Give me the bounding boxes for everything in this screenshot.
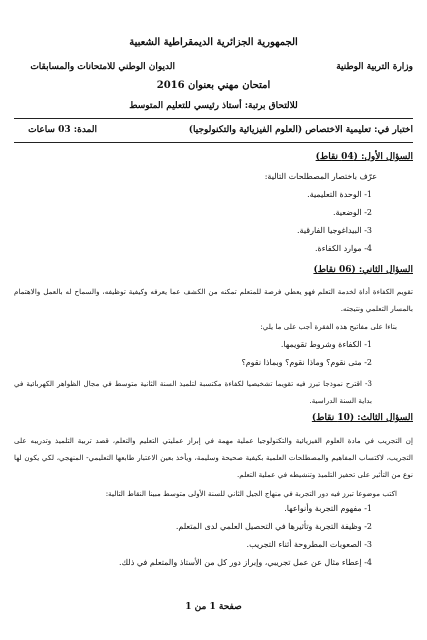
target-rank: للالتحاق برتبة: أستاذ رئيسي للتعليم المتوسط [129, 101, 298, 111]
q3-paragraph: إن التجريب في مادة العلوم الفيزيائية والتكنولوجيا عملية مهمة في إبراز عمليتي التعليم والتعلم، قصد تربية التلميذ وتدريبه على التجريب، لاكتساب المفاهيم والمصطلحات العلمية بكيفية صحيحة وسليمة، ويأخذ بعين الاعتبار طابعها التعليمي- المنهجي، لكي يكون لها نوع من التأثير على تحفيز التلميذ وتنشيطه في عملية التعلم. [14, 436, 413, 479]
q1-item: 1- الوحدة التعليمية. [307, 190, 372, 199]
q3-item: 3- الصعوبات المطروحة أثناء التجريب. [246, 540, 372, 549]
q1-item: 3- البيداغوجيا الفارقية. [297, 226, 372, 235]
q3-intro: اكتب موضوعا تبرز فيه دور التجربة في منهاج الجيل الثاني للسنة الأولى متوسط مبينا النقاط التالية: [105, 489, 397, 498]
exam-duration: المدة: 03 ساعات [28, 125, 97, 135]
q3-item: 1- مفهوم التجربة وأنواعها. [284, 504, 372, 513]
q2-item: 1- الكفاءة وشروط تقويمها. [280, 340, 372, 349]
q2-paragraph: تقويم الكفاءة أداة لخدمة التعلم فهو يعطي فرصة للمتعلم تمكنه من الكشف عما يعرفه وكيفية توظيفه، والسماح له بالعمل والاهتمام بالمسار التعلمي ونتيجته. [14, 287, 413, 313]
q2-item: 2- متى نقوم؟ وماذا نقوم؟ وبماذا نقوم؟ [241, 358, 372, 367]
exam-title: امتحان مهني بعنوان 2016 [156, 80, 271, 91]
header-rule-bottom [14, 142, 413, 143]
q1-intro: عرّف باختصار المصطلحات التالية: [264, 172, 377, 181]
ministry-name: وزارة التربية الوطنية [336, 62, 413, 72]
republic-title: الجمهورية الجزائرية الديمقراطية الشعبية [129, 37, 298, 48]
q3-item: 2- وظيفة التجربة وتأثيرها في التحصيل العلمي لدى المتعلم. [175, 522, 372, 531]
header-rule-top [14, 118, 413, 119]
q2-title: السؤال الثاني: (06 نقاط) [313, 265, 413, 275]
q3-title: السؤال الثالث: (10 نقاط) [311, 413, 413, 423]
q1-title: السؤال الأول: (04 نقاط) [315, 152, 413, 162]
q2-item: 3- اقترح نموذجا تبرز فيه تقويما تشخيصيا لكفاءة مكتسبة لتلميذ السنة الثانية متوسط في مجال الظواهر الكهربائية في بداية السنة الدراسية. [14, 379, 372, 405]
exams-office-name: الديوان الوطني للامتحانات والمسابقات [30, 62, 175, 72]
q2-intro: بناءا على مفاتيح هذه الفقرة أجب على ما يلي: [260, 322, 397, 331]
exam-subject: اختبار في: تعليمية الاختصاص (العلوم الفيزيائية والتكنولوجيا) [188, 125, 413, 135]
page-number: صفحة 1 من 1 [185, 602, 242, 612]
q1-item: 2- الوضعية. [332, 208, 372, 217]
q3-item: 4- إعطاء مثال عن عمل تجريبي، وإبراز دور كل من الأستاذ والمتعلم في ذلك. [119, 558, 372, 567]
q1-item: 4- موارد الكفاءة. [314, 244, 372, 253]
